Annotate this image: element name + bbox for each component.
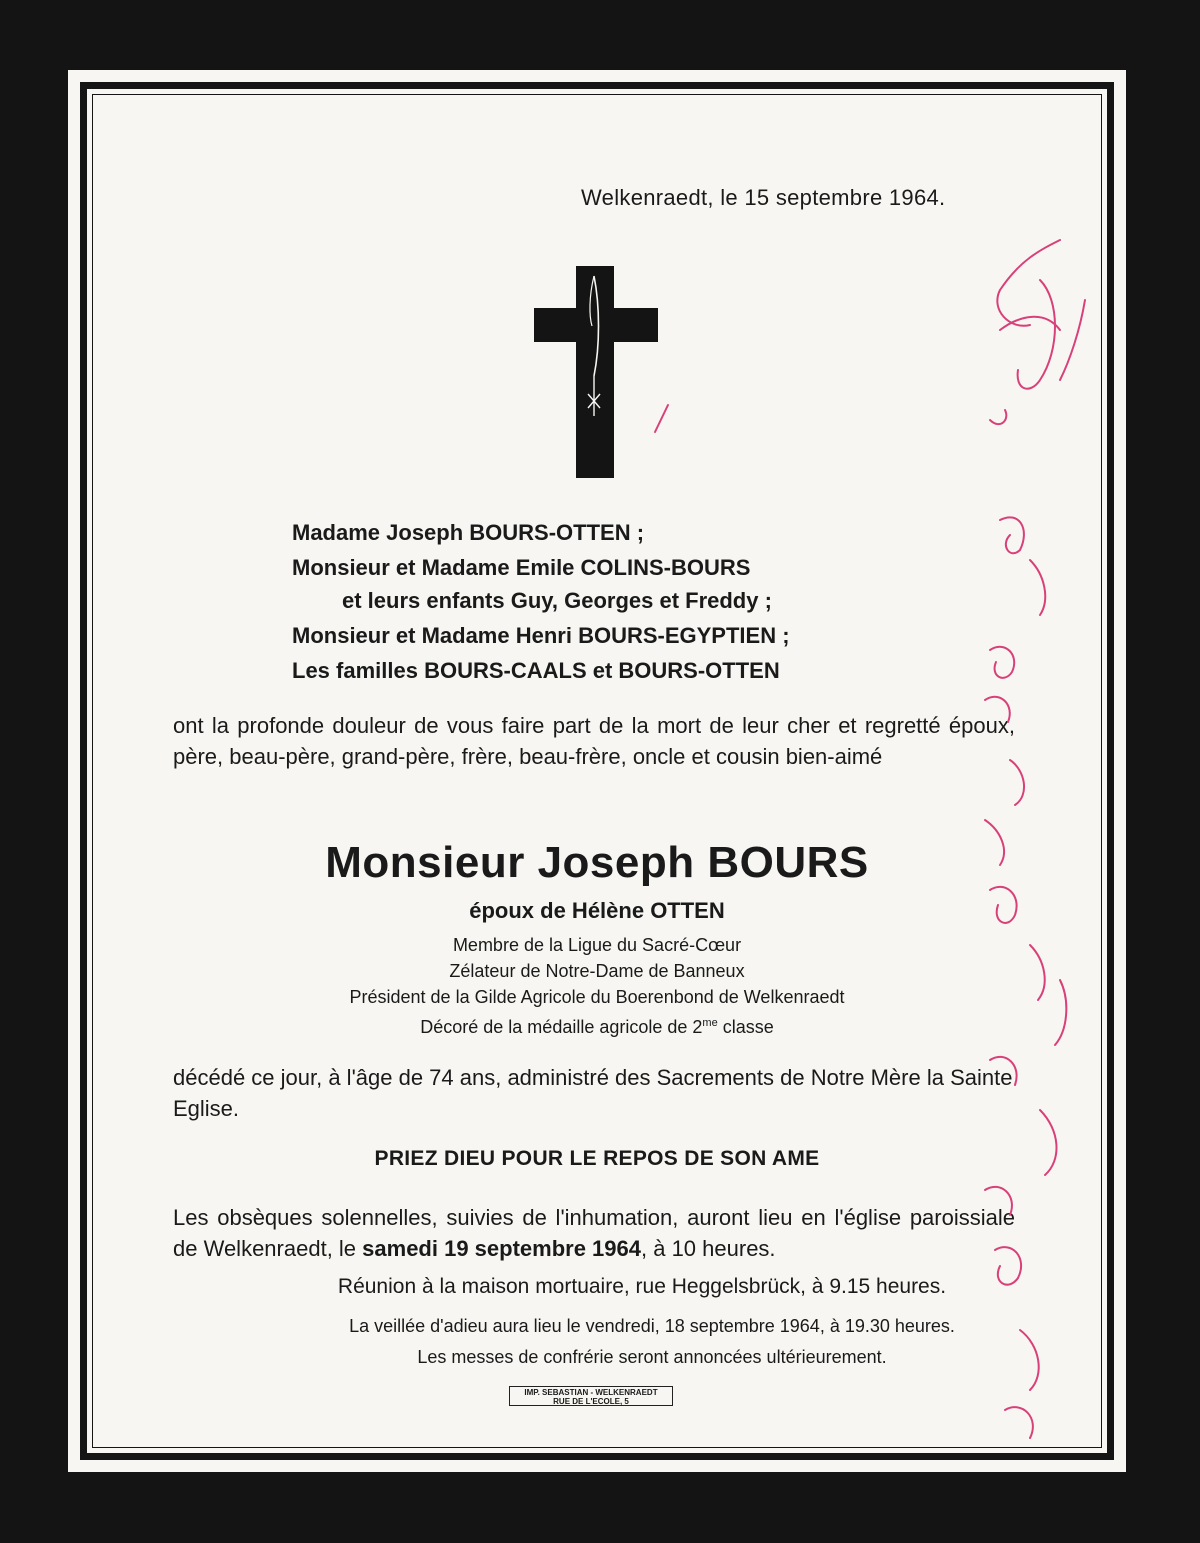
deceased-spouse: époux de Hélène OTTEN — [469, 898, 725, 923]
reunion-text: Réunion à la maison mortuaire, rue Heggelsbrück, à 9.15 heures. — [337, 1275, 947, 1298]
title-superscript: me — [702, 1017, 718, 1029]
deceased-titles — [68, 932, 1126, 1040]
family-line-colins: Monsieur et Madame Emile COLINS-BOURS — [292, 555, 751, 580]
funeral-time: , à 10 heures. — [641, 1236, 776, 1261]
printer-address: RUE DE L'ECOLE, 5 — [553, 1397, 629, 1406]
announcement-text: ont la profonde douleur de vous faire part de la mort de leur cher et regretté époux, père, beau-père, grand-père, frère, beau-frère, oncle et cousin bien-aimé — [173, 713, 1015, 769]
vigil-text: La veillée d'adieu aura lieu le vendredi, 18 septembre 1964, à 19.30 heures. — [349, 1316, 955, 1336]
title-suffix: classe — [717, 1017, 774, 1037]
masses-text: Les messes de confrérie seront annoncées ultérieurement. — [417, 1347, 887, 1367]
funeral-text: Les obsèques solennelles, suivies de l'inhumation, auront lieu en l'église paroissiale de Welkenraedt, le — [173, 1205, 1015, 1261]
date-line: Welkenraedt, le 15 septembre 1964. — [581, 185, 946, 210]
title-prefix: Décoré de la médaille agricole de 2 — [420, 1017, 703, 1037]
death-notice: décédé ce jour, à l'âge de 74 ans, administré des Sacrements de Notre Mère la Sainte Eglise. — [173, 1065, 1013, 1121]
title-line: Membre de la Ligue du Sacré-Cœur — [452, 935, 742, 955]
title-line: Zélateur de Notre-Dame de Banneux — [449, 961, 745, 981]
prayer-heading: PRIEZ DIEU POUR LE REPOS DE SON AME — [374, 1147, 820, 1170]
funeral-date: samedi 19 septembre 1964 — [362, 1236, 641, 1261]
funeral-details — [173, 1202, 1015, 1264]
deceased-name: Monsieur Joseph BOURS — [325, 838, 869, 887]
printer-name: IMP. SEBASTIAN - WELKENRAEDT — [524, 1388, 658, 1397]
family-line-widow: Madame Joseph BOURS-OTTEN ; — [292, 520, 645, 545]
family-line-families: Les familles BOURS-CAALS et BOURS-OTTEN — [292, 658, 780, 683]
printer-stamp — [509, 1386, 673, 1406]
title-line — [68, 1010, 1126, 1040]
family-line-egyptien: Monsieur et Madame Henri BOURS-EGYPTIEN ; — [292, 623, 790, 648]
cross-icon — [534, 266, 658, 478]
title-line: Président de la Gilde Agricole du Boerenbond de Welkenraedt — [349, 987, 845, 1007]
funeral-notice-card — [68, 70, 1126, 1472]
family-line-children: et leurs enfants Guy, Georges et Freddy ; — [342, 588, 772, 613]
